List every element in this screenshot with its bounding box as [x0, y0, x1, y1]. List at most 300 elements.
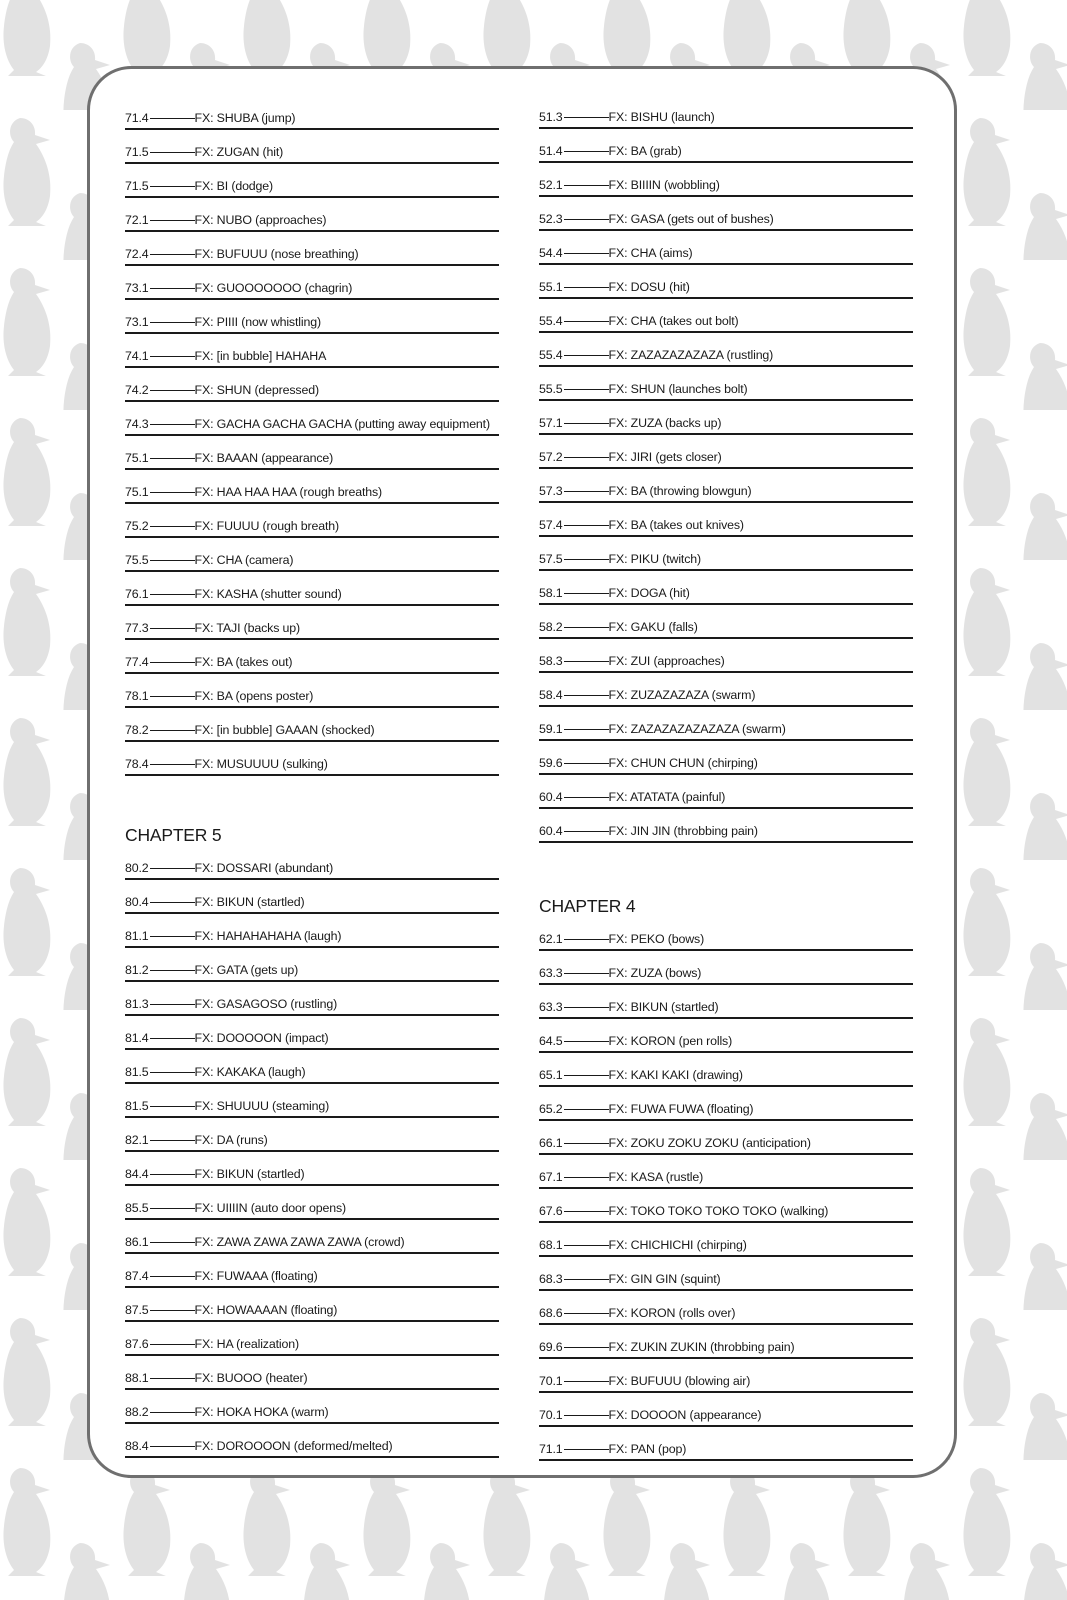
fx-entry: [125, 1288, 499, 1322]
fx-entry: [539, 1189, 913, 1223]
fx-entry: [539, 707, 913, 741]
page-panel-ref: 68.3: [539, 1272, 563, 1286]
fx-translation: FX: BI (dodge): [194, 179, 274, 193]
leader-dash: [150, 220, 195, 221]
fx-translation: FX: [in bubble] HAHAHA: [194, 349, 327, 363]
leader-dash: [150, 254, 195, 255]
leader-dash: [564, 525, 609, 526]
fx-entry: [125, 880, 499, 914]
fx-entry: [539, 775, 913, 809]
page-panel-ref: 55.4: [539, 348, 563, 362]
fx-translation: FX: ZUKIN ZUKIN (throbbing pain): [608, 1340, 795, 1354]
fx-entry: [125, 402, 499, 436]
leader-dash: [564, 1177, 609, 1178]
leader-dash: [150, 1446, 195, 1447]
leader-dash: [564, 1313, 609, 1314]
page-panel-ref: 55.1: [539, 280, 563, 294]
fx-entry: [539, 333, 913, 367]
right-column: [539, 95, 913, 1461]
page-panel-ref: 77.4: [125, 655, 149, 669]
fx-entry: [539, 95, 913, 129]
fx-translation: FX: KORON (pen rolls): [608, 1034, 733, 1048]
page-panel-ref: 74.3: [125, 417, 149, 431]
leader-dash: [564, 1007, 609, 1008]
page-panel-ref: 71.1: [539, 1442, 563, 1456]
chapter-heading: CHAPTER 5: [125, 825, 222, 845]
fx-entry: [539, 1359, 913, 1393]
left-entries-chapter: [125, 846, 499, 1458]
leader-dash: [150, 560, 195, 561]
leader-dash: [564, 1211, 609, 1212]
leader-dash: [150, 492, 195, 493]
leader-dash: [150, 902, 195, 903]
page-panel-ref: 77.3: [125, 621, 149, 635]
fx-translation: FX: DOSSARI (abundant): [194, 861, 334, 875]
fx-translation: FX: FUUUU (rough breath): [194, 519, 339, 533]
fx-entry: [125, 96, 499, 130]
page-panel-ref: 58.4: [539, 688, 563, 702]
leader-dash: [150, 1378, 195, 1379]
leader-dash: [564, 321, 609, 322]
page-panel-ref: 81.4: [125, 1031, 149, 1045]
page-panel-ref: 64.5: [539, 1034, 563, 1048]
page-panel-ref: 74.1: [125, 349, 149, 363]
page-panel-ref: 58.2: [539, 620, 563, 634]
fx-translation: FX: DOOOOON (impact): [194, 1031, 329, 1045]
page-panel-ref: 71.4: [125, 111, 149, 125]
leader-dash: [564, 1109, 609, 1110]
fx-translation: FX: DOROOOON (deformed/melted): [194, 1439, 393, 1453]
fx-translation: FX: KORON (rolls over): [608, 1306, 736, 1320]
fx-translation: FX: PEKO (bows): [608, 932, 705, 946]
fx-entry: [539, 951, 913, 985]
page-panel-ref: 67.6: [539, 1204, 563, 1218]
page-panel-ref: 70.1: [539, 1374, 563, 1388]
fx-entry: [125, 572, 499, 606]
leader-dash: [564, 151, 609, 152]
page-panel-ref: 78.2: [125, 723, 149, 737]
fx-translation: FX: DA (runs): [194, 1133, 268, 1147]
leader-dash: [564, 457, 609, 458]
page-panel-ref: 80.4: [125, 895, 149, 909]
leader-dash: [564, 797, 609, 798]
leader-dash: [150, 1106, 195, 1107]
fx-translation: FX: GIN GIN (squint): [608, 1272, 721, 1286]
leader-dash: [150, 1072, 195, 1073]
fx-entry: [125, 300, 499, 334]
leader-dash: [150, 458, 195, 459]
fx-entry: [539, 1019, 913, 1053]
fx-translation: FX: HOKA HOKA (warm): [194, 1405, 329, 1419]
page-panel-ref: 87.6: [125, 1337, 149, 1351]
page-panel-ref: 88.1: [125, 1371, 149, 1385]
left-column: [125, 96, 499, 1458]
leader-dash: [150, 1242, 195, 1243]
fx-translation: FX: SHUBA (jump): [194, 111, 296, 125]
fx-translation: FX: HOWAAAAN (floating): [194, 1303, 338, 1317]
fx-translation: FX: TOKO TOKO TOKO TOKO (walking): [608, 1204, 829, 1218]
fx-entry: [125, 1084, 499, 1118]
leader-dash: [564, 1143, 609, 1144]
fx-translation: FX: ZUZA (bows): [608, 966, 702, 980]
leader-dash: [564, 389, 609, 390]
leader-dash: [150, 118, 195, 119]
leader-dash: [564, 939, 609, 940]
leader-dash: [564, 1041, 609, 1042]
page-panel-ref: 87.5: [125, 1303, 149, 1317]
fx-translation: FX: NUBO (approaches): [194, 213, 327, 227]
fx-translation: FX: BA (takes out knives): [608, 518, 744, 532]
fx-entry: [125, 164, 499, 198]
fx-entry: [125, 198, 499, 232]
fx-entry: [539, 1427, 913, 1461]
leader-dash: [150, 322, 195, 323]
fx-entry: [125, 1118, 499, 1152]
page-panel-ref: 73.1: [125, 315, 149, 329]
fx-entry: [539, 401, 913, 435]
leader-dash: [564, 355, 609, 356]
leader-dash: [564, 287, 609, 288]
fx-translation: FX: BIKUN (startled): [194, 895, 305, 909]
leader-dash: [150, 594, 195, 595]
fx-entry: [125, 538, 499, 572]
fx-translation: FX: GUOOOOOOO (chagrin): [194, 281, 353, 295]
page-panel-ref: 72.4: [125, 247, 149, 261]
fx-entry: [125, 708, 499, 742]
fx-translation: FX: SHUN (launches bolt): [608, 382, 748, 396]
fx-entry: [539, 265, 913, 299]
page-panel-ref: 60.4: [539, 790, 563, 804]
page-panel-ref: 84.4: [125, 1167, 149, 1181]
leader-dash: [564, 1347, 609, 1348]
leader-dash: [564, 1075, 609, 1076]
leader-dash: [150, 1208, 195, 1209]
page-panel-ref: 81.3: [125, 997, 149, 1011]
leader-dash: [564, 593, 609, 594]
leader-dash: [150, 1310, 195, 1311]
fx-translation: FX: BIKUN (startled): [194, 1167, 305, 1181]
page-panel-ref: 85.5: [125, 1201, 149, 1215]
fx-translation: FX: BIKUN (startled): [608, 1000, 719, 1014]
leader-dash: [150, 526, 195, 527]
fx-entry: [539, 1087, 913, 1121]
page-panel-ref: 80.2: [125, 861, 149, 875]
fx-translation: FX: ATATATA (painful): [608, 790, 726, 804]
leader-dash: [150, 1038, 195, 1039]
page-panel-ref: 72.1: [125, 213, 149, 227]
leader-dash: [150, 1004, 195, 1005]
page-panel-ref: 81.5: [125, 1099, 149, 1113]
fx-entry: [125, 266, 499, 300]
fx-entry: [125, 674, 499, 708]
page-panel-ref: 70.1: [539, 1408, 563, 1422]
fx-translation: FX: FUWAAA (floating): [194, 1269, 318, 1283]
fx-entry: [125, 846, 499, 880]
page-panel-ref: 88.4: [125, 1439, 149, 1453]
page-panel-ref: 81.5: [125, 1065, 149, 1079]
leader-dash: [150, 1174, 195, 1175]
fx-translation: FX: BUOOO (heater): [194, 1371, 308, 1385]
fx-translation: FX: PIIII (now whistling): [194, 315, 321, 329]
page-panel-ref: 63.3: [539, 1000, 563, 1014]
fx-entry: [539, 503, 913, 537]
leader-dash: [150, 628, 195, 629]
fx-entry: [125, 232, 499, 266]
leader-dash: [150, 696, 195, 697]
fx-entry: [125, 914, 499, 948]
leader-dash: [564, 423, 609, 424]
fx-entry: [539, 917, 913, 951]
fx-translation: FX: CHA (aims): [608, 246, 693, 260]
fx-translation: FX: HAA HAA HAA (rough breaths): [194, 485, 383, 499]
fx-entry: [125, 368, 499, 402]
fx-entry: [539, 1393, 913, 1427]
page-panel-ref: 55.4: [539, 314, 563, 328]
fx-translation: FX: BIIIIN (wobbling): [608, 178, 720, 192]
fx-entry: [539, 197, 913, 231]
leader-dash: [564, 1415, 609, 1416]
page-panel-ref: 57.4: [539, 518, 563, 532]
fx-translation: FX: GACHA GACHA GACHA (putting away equipment): [194, 417, 490, 431]
fx-entry: [539, 435, 913, 469]
page-panel-ref: 75.2: [125, 519, 149, 533]
page-panel-ref: 67.1: [539, 1170, 563, 1184]
page-panel-ref: 88.2: [125, 1405, 149, 1419]
leader-dash: [150, 662, 195, 663]
fx-entry: [125, 504, 499, 538]
fx-entry: [539, 1121, 913, 1155]
leader-dash: [150, 288, 195, 289]
fx-entry: [539, 129, 913, 163]
page-panel-ref: 74.2: [125, 383, 149, 397]
leader-dash: [564, 1449, 609, 1450]
leader-dash: [150, 1412, 195, 1413]
leader-dash: [564, 491, 609, 492]
fx-translation: FX: CHICHICHI (chirping): [608, 1238, 747, 1252]
fx-entry: [125, 470, 499, 504]
leader-dash: [564, 1245, 609, 1246]
fx-translation: FX: GASA (gets out of bushes): [608, 212, 774, 226]
fx-entry: [125, 1424, 499, 1458]
leader-dash: [564, 117, 609, 118]
leader-dash: [150, 936, 195, 937]
page-panel-ref: 62.1: [539, 932, 563, 946]
page-panel-ref: 57.5: [539, 552, 563, 566]
fx-translation: FX: BA (throwing blowgun): [608, 484, 752, 498]
fx-translation: FX: BAAAN (appearance): [194, 451, 334, 465]
page-panel-ref: 75.1: [125, 485, 149, 499]
fx-entry: [125, 1254, 499, 1288]
fx-translation: FX: MUSUUUU (sulking): [194, 757, 328, 771]
fx-translation: FX: KAKI KAKI (drawing): [608, 1068, 743, 1082]
leader-dash: [564, 627, 609, 628]
leader-dash: [150, 1344, 195, 1345]
fx-translation: FX: ZUGAN (hit): [194, 145, 284, 159]
fx-entry: [125, 1390, 499, 1424]
fx-translation: FX: JIN JIN (throbbing pain): [608, 824, 758, 838]
fx-entry: [539, 741, 913, 775]
fx-entry: [539, 1257, 913, 1291]
fx-translation: FX: ZAZAZAZAZAZA (rustling): [608, 348, 774, 362]
fx-translation: FX: ZAWA ZAWA ZAWA ZAWA (crowd): [194, 1235, 405, 1249]
leader-dash: [564, 1279, 609, 1280]
page-panel-ref: 60.4: [539, 824, 563, 838]
fx-translation: FX: CHA (takes out bolt): [608, 314, 739, 328]
fx-translation: FX: DOOOON (appearance): [608, 1408, 762, 1422]
page-panel-ref: 66.1: [539, 1136, 563, 1150]
fx-translation: FX: CHA (camera): [194, 553, 294, 567]
fx-entry: [125, 948, 499, 982]
page-panel-ref: 71.5: [125, 145, 149, 159]
fx-translation: FX: UIIIIN (auto door opens): [194, 1201, 346, 1215]
page-panel-ref: 65.1: [539, 1068, 563, 1082]
fx-entry: [125, 1152, 499, 1186]
page-panel-ref: 59.6: [539, 756, 563, 770]
fx-translation: FX: KAKAKA (laugh): [194, 1065, 306, 1079]
page-panel-ref: 78.4: [125, 757, 149, 771]
page-panel-ref: 59.1: [539, 722, 563, 736]
leader-dash: [150, 764, 195, 765]
leader-dash: [150, 730, 195, 731]
page-panel-ref: 57.1: [539, 416, 563, 430]
chapter-heading: CHAPTER 4: [539, 896, 636, 916]
fx-translation: FX: DOGA (hit): [608, 586, 690, 600]
page-panel-ref: 68.6: [539, 1306, 563, 1320]
fx-entry: [539, 367, 913, 401]
fx-translation: FX: BISHU (launch): [608, 110, 715, 124]
fx-entry: [539, 985, 913, 1019]
fx-entry: [125, 1050, 499, 1084]
fx-translation: FX: TAJI (backs up): [194, 621, 301, 635]
fx-translation: FX: JIRI (gets closer): [608, 450, 722, 464]
fx-translation: FX: ZOKU ZOKU ZOKU (anticipation): [608, 1136, 811, 1150]
fx-translation: FX: SHUN (depressed): [194, 383, 319, 397]
fx-translation: FX: [in bubble] GAAAN (shocked): [194, 723, 375, 737]
fx-translation: FX: BUFUUU (blowing air): [608, 1374, 751, 1388]
fx-translation: FX: ZAZAZAZAZAZAZA (swarm): [608, 722, 786, 736]
fx-entry: [539, 537, 913, 571]
left-entries-top: [125, 96, 499, 776]
fx-translation: FX: GATA (gets up): [194, 963, 299, 977]
leader-dash: [150, 868, 195, 869]
leader-dash: [564, 559, 609, 560]
leader-dash: [564, 185, 609, 186]
page-panel-ref: 71.5: [125, 179, 149, 193]
fx-translation: FX: BA (opens poster): [194, 689, 314, 703]
fx-translation: FX: CHUN CHUN (chirping): [608, 756, 758, 770]
page-panel-ref: 73.1: [125, 281, 149, 295]
fx-translation: FX: ZUZA (backs up): [608, 416, 722, 430]
page-panel-ref: 82.1: [125, 1133, 149, 1147]
fx-entry: [539, 1223, 913, 1257]
fx-translation: FX: PAN (pop): [608, 1442, 687, 1456]
leader-dash: [564, 1381, 609, 1382]
fx-entry: [539, 1155, 913, 1189]
leader-dash: [150, 424, 195, 425]
fx-entry: [539, 809, 913, 843]
fx-entry: [539, 299, 913, 333]
fx-entry: [539, 639, 913, 673]
page-panel-ref: 51.3: [539, 110, 563, 124]
leader-dash: [150, 152, 195, 153]
fx-translation: FX: ZUZAZAZAZA (swarm): [608, 688, 756, 702]
fx-entry: [539, 469, 913, 503]
right-entries-chapter: [539, 917, 913, 1461]
page-panel-ref: 65.2: [539, 1102, 563, 1116]
fx-translation: FX: BA (takes out): [194, 655, 293, 669]
page-panel-ref: 58.3: [539, 654, 563, 668]
leader-dash: [564, 831, 609, 832]
fx-translation: FX: FUWA FUWA (floating): [608, 1102, 754, 1116]
page-panel-ref: 75.5: [125, 553, 149, 567]
fx-translation: FX: GASAGOSO (rustling): [194, 997, 338, 1011]
page-panel-ref: 81.2: [125, 963, 149, 977]
fx-translation: FX: SHUUUU (steaming): [194, 1099, 330, 1113]
fx-entry: [539, 231, 913, 265]
fx-entry: [125, 982, 499, 1016]
fx-translation: FX: KASHA (shutter sound): [194, 587, 342, 601]
fx-entry: [125, 1016, 499, 1050]
fx-translation: FX: BUFUUU (nose breathing): [194, 247, 359, 261]
fx-entry: [125, 1186, 499, 1220]
fx-entry: [539, 163, 913, 197]
fx-entry: [125, 1356, 499, 1390]
fx-entry: [125, 436, 499, 470]
page-panel-ref: 76.1: [125, 587, 149, 601]
page-panel-ref: 57.3: [539, 484, 563, 498]
fx-translation: FX: DOSU (hit): [608, 280, 690, 294]
fx-entry: [125, 640, 499, 674]
leader-dash: [564, 219, 609, 220]
page-panel-ref: 57.2: [539, 450, 563, 464]
fx-entry: [125, 606, 499, 640]
page-panel-ref: 86.1: [125, 1235, 149, 1249]
leader-dash: [150, 186, 195, 187]
page-panel-ref: 68.1: [539, 1238, 563, 1252]
page-panel-ref: 87.4: [125, 1269, 149, 1283]
leader-dash: [150, 390, 195, 391]
leader-dash: [150, 356, 195, 357]
fx-entry: [125, 130, 499, 164]
page-panel-ref: 58.1: [539, 586, 563, 600]
fx-translation: FX: ZUI (approaches): [608, 654, 725, 668]
leader-dash: [150, 970, 195, 971]
leader-dash: [564, 973, 609, 974]
fx-entry: [539, 605, 913, 639]
fx-entry: [539, 1053, 913, 1087]
fx-translation: FX: HA (realization): [194, 1337, 299, 1351]
leader-dash: [150, 1140, 195, 1141]
page-panel-ref: 55.5: [539, 382, 563, 396]
fx-entry: [539, 1325, 913, 1359]
page-panel-ref: 54.4: [539, 246, 563, 260]
page-panel-ref: 69.6: [539, 1340, 563, 1354]
fx-entry: [125, 334, 499, 368]
leader-dash: [564, 763, 609, 764]
page-panel-ref: 78.1: [125, 689, 149, 703]
fx-entry: [125, 1220, 499, 1254]
page-panel-ref: 81.1: [125, 929, 149, 943]
fx-entry: [539, 571, 913, 605]
fx-entry: [539, 673, 913, 707]
fx-translation: FX: KASA (rustle): [608, 1170, 704, 1184]
page-panel-ref: 75.1: [125, 451, 149, 465]
fx-translation: FX: HAHAHAHAHA (laugh): [194, 929, 342, 943]
fx-translation: FX: PIKU (twitch): [608, 552, 701, 566]
right-entries-top: [539, 95, 913, 843]
fx-entry: [125, 1322, 499, 1356]
leader-dash: [564, 729, 609, 730]
